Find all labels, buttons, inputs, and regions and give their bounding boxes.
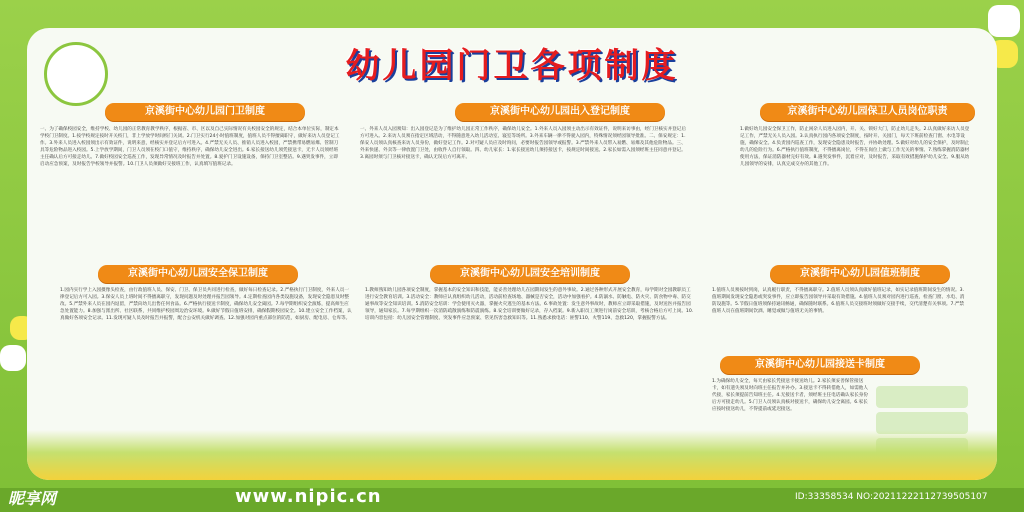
watermark-brand: 昵享网 [8, 489, 57, 508]
section-heading-gate: 京溪街中心幼儿园门卫制度 [105, 103, 305, 121]
section-heading-training: 京溪街中心幼儿园安全培训制度 [430, 265, 630, 283]
section-heading-duty: 京溪街中心幼儿园值班制度 [770, 265, 950, 283]
section-text: 1.园内实行学上入园摄像头检查，由行政值班人员、保安、门卫、保卫员共同进行检查，做好每日检查记录。2.严格执行门卫制度，外来人员一律登记后方可入园。3.保安人员上班时间不得擅离职守，发现问题及时处理并报告园领导。4.定期检查园内各类设施设备，发现安全隐患及时整改。5.严禁外来人员在园内逗留，严禁向幼儿出售任何食品。6.严格执行接送卡制度，确保幼儿安全离园。7.每学期组织安全演练，提高师生应急处置能力。8.加强与派出所、社区联系，共同维护校园周边治安环境。9.做好节假日值班安排，确保假期校园安全。10.建立安全工作档案，认真做好各项安全记录。11.发现可疑人员及时报告并报警，配合公安机关做好调查。12.加强对园内重点部位的防范，如厨房、配电房、仓库等。 [60, 288, 352, 322]
section-heading-security: 京溪街中心幼儿园安全保卫制度 [98, 265, 298, 283]
watermark-url: www.nipic.cn [235, 486, 382, 507]
section-heading-entry-registration: 京溪街中心幼儿园出入登记制度 [455, 103, 665, 121]
section-text: 1.教师熟知幼儿园各项安全制度，掌握基本的安全知识和技能，能妥善处理幼儿在园期间发生的意外事故。2.通过各种形式开展安全教育，每学期对全园教职员工进行安全教育培训。3.活动安全：教师应认真组织幼儿活动，活动前检查场地、器械是否安全，活动中加强看护。4.防溺水、防触电、防火灾、防食物中毒、防交通事故等安全知识培训。5.消防安全培训：学会使用灭火器，掌握火灾逃生的基本方法。6.事故处置：发生意外事故时，教师应立即采取措施，及时送医并报告园领导，通知家长。7.每学期组织一次消防疏散演练和防震演练。8.安全培训要做好记录，存入档案。9.新入职员工须进行岗前安全培训，考核合格后方可上岗。10.培训内容包括：幼儿园安全管理制度、突发事件应急预案、常见伤害急救知识等。11.熟悉求救电话：匪警110、火警119、急救120，掌握报警方法。 [365, 288, 694, 322]
section-body-duty [712, 287, 967, 347]
section-heading-pickup-card: 京溪街中心幼儿园接送卡制度 [720, 356, 920, 374]
decor-square [0, 345, 26, 371]
section-body-guard-duties [740, 126, 972, 248]
section-text: 1.值班人员须按时到岗，认真履行职责，不得擅离职守。2.值班人员须认真做好值班记录，如实记录值班期间发生的情况。3.值班期间发现安全隐患或突发事件，应立即报告园领导并采取有效措施。4.值班人员须对园内进行巡查，检查门窗、水电、消防设施等。5.节假日值班须保持通讯畅通，确保随时联系。6.值班人员交接班时须做好交接手续，交代清楚有关事项。7.严禁值班人员在值班期间饮酒、睡觉或做与值班无关的事情。 [712, 288, 965, 315]
section-body-entry-registration [360, 126, 690, 248]
flower-meadow [27, 430, 997, 480]
section-text: 一、外来人员入园须知：出入园登记是为了维护幼儿园正常工作秩序，确保幼儿安全。1.外来人员入园须主动出示有效证件，说明来访事由，经门卫核实并登记后方可进入。2.来访人员须在指定区域活动，不得随意进入幼儿活动室、寝室等场所。3.外来车辆一律不得驶入园内，特殊情况须经园领导批准。二、保安规定：1.保安人员须认真核查来访人员身份，做好登记工作。2.对可疑人员应及时询问，必要时报告园领导或报警。3.严禁外来人员带入易燃、易爆及其他危险物品。三、外来快递、外卖等一律放置门卫处，由收件人自行领取。四、幼儿家长：1.家长接送幼儿须持接送卡，按规定时间接送。2.家长如需入园须经班主任同意并登记。3.离园时须与门卫核对接送卡，确认无误后方可离开。 [360, 127, 686, 161]
decor-square [988, 5, 1020, 37]
section-body-gate [40, 126, 340, 248]
page-title: 幼儿园门卫各项制度 [345, 46, 679, 86]
section-text: 1.为确保幼儿安全，每天由家长凭接送卡接送幼儿。2.家长须妥善保管接送卡，如有遗失须及时向班主任报告并补办。3.接送卡不得转借他人，如需他人代接，家长须提前告知班主任。4.无接送卡者，须经班主任电话确认家长身份后方可接走幼儿。5.门卫人员须认真核对接送卡，确保幼儿安全离园。6.家长应按时接送幼儿，不得提前或延迟接送。 [712, 379, 868, 413]
section-body-training [365, 287, 695, 437]
watermark-id: ID:33358534 NO:20211222112739505107 [795, 492, 988, 502]
section-text: 1.做好幼儿园安全保卫工作，防止闲杂人员进入园内，开、关、锁好大门，防止幼儿走失。2.认真做好来访人员登记工作，严禁无关人员入园。3.认真执行园内各项安全制度，按时开、关园门，每天下班前检查门窗、水电等设施，确保安全。4.负责园内巡查工作，发现安全隐患及时报告，并协助处理。5.做好对幼儿的安全保护，及时制止幼儿的危险行为。6.严格执行值班制度，不得擅离岗位，不得在岗位上做与工作无关的事情。7.熟练掌握消防器材使用方法，保证消防器材完好有效。8.遇突发事件，沉着应对，及时报告，采取有效措施保护幼儿安全。9.服从幼儿园领导的安排，认真完成交办的其他工作。 [740, 127, 970, 168]
decor-box [876, 386, 968, 408]
section-text: 一、为了确保校园安全，维持学校、幼儿园的正常教育教学秩序，根据省、市、区以及自己实际情况有关校园安全的规定，结合本单位实际，制定本学校门卫制度。1.按学校规定按时开关校门，非上学放学时间校门关闭。2.门卫实行24小时值班制度，值班人员不得擅离职守，做好来访人员登记工作。3.外来人员进入校园须出示有效证件，说明来意，经核实并登记后方可进入。4.严禁无关人员、推销人员进入校园，严禁携带易燃易爆、管制刀具等危险物品进入校园。5.上学放学期间，门卫人员须在校门口值守，维持秩序，确保幼儿安全进出。6.家长接送幼儿须凭接送卡，无卡人员须经班主任确认后方可接走幼儿。7.做好校园安全巡查工作，发现异常情况及时报告并处置。8.爱护门卫设施设备，保持门卫室整洁。9.遇突发事件，立即启动应急预案，及时报告学校领导并报警。10.门卫人员须做好交接班工作，认真填写值班记录。 [40, 127, 340, 168]
section-body-security [60, 287, 352, 437]
section-heading-guard-duties: 京溪街中心幼儿园保卫人员岗位职责 [760, 103, 975, 121]
